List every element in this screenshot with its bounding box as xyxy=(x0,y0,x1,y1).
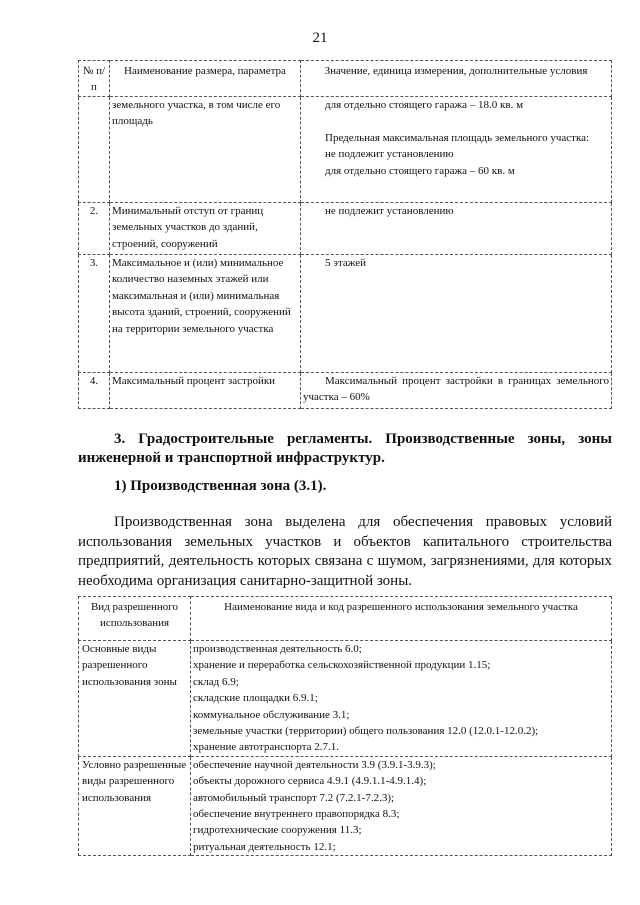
row-value xyxy=(301,97,612,203)
parameters-table xyxy=(78,60,612,409)
header-parameter-name: Наименование размера, параметра xyxy=(110,61,301,97)
use-items xyxy=(191,756,612,855)
row-value xyxy=(301,203,612,255)
intro-paragraph: Производственная зона выделена для обеспечения правовых условий использования земельных участков и объектов капитального строительства предприятий, деятельность которых связана с шумом, загрязнениями, для которых необходима организация санитарно-защитной зоны. xyxy=(78,514,612,589)
row-num: 4. xyxy=(79,373,110,409)
list-item: производственная деятельность 6.0; xyxy=(193,643,362,655)
list-item: хранение и переработка сельскохозяйственной продукции 1.15; xyxy=(193,659,491,672)
table-header-row xyxy=(79,61,612,97)
header-use-kind: Вид разрешенного использования xyxy=(79,597,191,641)
table-header-row xyxy=(79,597,612,641)
list-item: обеспечение внутреннего правопорядка 8.3; xyxy=(193,808,400,821)
row-value xyxy=(301,255,612,373)
header-value: Значение, единица измерения, дополнительные условия xyxy=(301,61,612,97)
use-kind: Условно разрешенные виды разрешенного использования xyxy=(79,756,191,855)
value-line-blank xyxy=(303,113,609,129)
list-item: складские площадки 6.9.1; xyxy=(193,692,318,705)
list-item: склад 6.9; xyxy=(193,675,239,688)
use-items xyxy=(191,641,612,757)
value-line: не подлежит установлению xyxy=(325,205,454,217)
list-item: хранение автотранспорта 2.7.1. xyxy=(193,741,340,754)
row-parameter: Минимальный отступ от границ земельных участков до зданий, строений, сооружений xyxy=(110,203,301,255)
list-item: ритуальная деятельность 12.1; xyxy=(193,840,336,853)
subsection-heading: 1) Производственная зона (3.1). xyxy=(114,478,327,494)
header-use-name: Наименование вида и код разрешенного использования земельного участка xyxy=(191,597,612,641)
list-item: земельные участки (территории) общего пользования 12.0 (12.0.1-12.0.2); xyxy=(193,725,539,738)
row-num xyxy=(79,97,110,203)
row-value: Максимальный процент застройки в границах земельного участка – 60% xyxy=(301,373,612,409)
row-num: 3. xyxy=(79,255,110,373)
value-line: для отдельно стоящего гаража – 60 кв. м xyxy=(325,164,515,177)
row-parameter: Максимальный процент застройки xyxy=(110,373,301,409)
table-row xyxy=(79,373,612,409)
table-row xyxy=(79,641,612,757)
list-item: объекты дорожного сервиса 4.9.1 (4.9.1.1-4.9.1.4); xyxy=(193,775,427,788)
use-kind: Основные виды разрешенного использования зоны xyxy=(79,641,191,757)
row-num: 2. xyxy=(79,203,110,255)
value-line: не подлежит установлению xyxy=(325,148,454,161)
table-row xyxy=(79,203,612,255)
row-parameter: земельного участка, в том числе его площадь xyxy=(110,97,301,203)
value-line: 5 этажей xyxy=(325,257,367,269)
value-line: для отдельно стоящего гаража – 18.0 кв. м xyxy=(325,99,524,111)
list-item: коммунальное обслуживание 3.1; xyxy=(193,708,350,721)
header-num: № п/п xyxy=(79,61,110,97)
section-heading: 3. Градостроительные регламенты. Производственные зоны, зоны инженерной и транспортной инфраструктур. xyxy=(78,431,612,466)
table-row xyxy=(79,255,612,373)
page-number: 21 xyxy=(312,30,328,46)
row-parameter: Максимальное и (или) минимальное количество наземных этажей или максимальная и (или) минимальная высота зданий, строений, сооружений на территории земельного участка xyxy=(110,255,301,373)
list-item: автомобильный транспорт 7.2 (7.2.1-7.2.3); xyxy=(193,791,395,804)
list-item: гидротехнические сооружения 11.3; xyxy=(193,824,362,837)
list-item: обеспечение научной деятельности 3.9 (3.9.1-3.9.3); xyxy=(193,758,436,771)
table-row xyxy=(79,97,612,203)
permitted-use-table xyxy=(78,596,612,856)
value-line: Предельная максимальная площадь земельного участка: xyxy=(325,131,590,144)
table-row xyxy=(79,756,612,855)
